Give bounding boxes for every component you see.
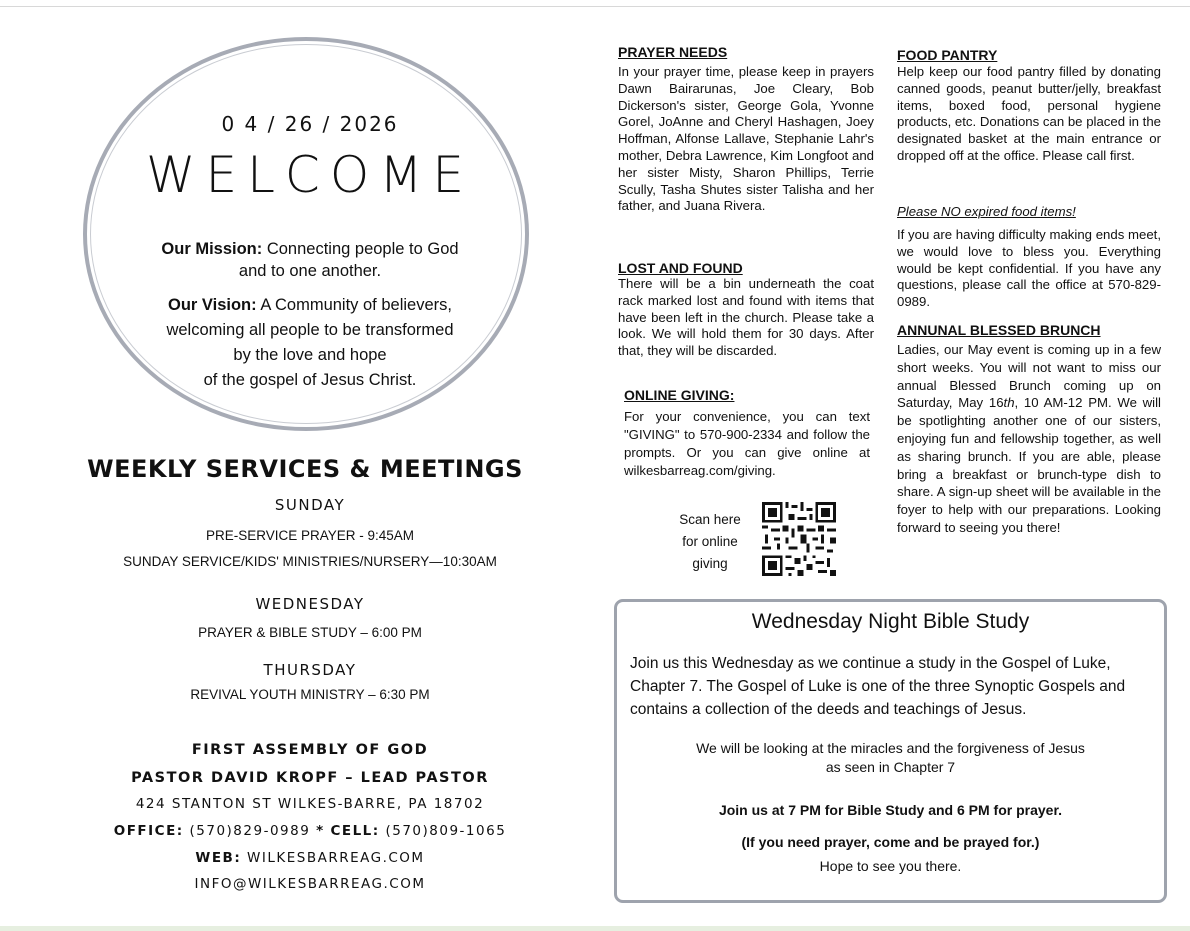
bible-study-prayer: (If you need prayer, come and be prayed for.) <box>741 834 1040 850</box>
bottom-divider <box>0 926 1190 931</box>
mission-statement <box>130 238 490 282</box>
pantry-heading: FOOD PANTRY <box>897 47 998 63</box>
pastor-line: PASTOR DAVID KROPF – LEAD PASTOR <box>131 770 489 786</box>
brunch-text <box>897 341 1161 537</box>
qr-caption-1: Scan here <box>679 512 741 527</box>
brunch-heading: ANNUNAL BLESSED BRUNCH <box>897 322 1101 338</box>
vision-text-3: by the love and hope <box>233 346 387 364</box>
welcome-title: WELCOME <box>146 146 474 204</box>
bible-study-times: Join us at 7 PM for Bible Study and 6 PM for prayer. <box>718 802 1063 818</box>
brunch-text-sup: th <box>1003 395 1015 411</box>
vision-text-4: of the gospel of Jesus Christ. <box>203 371 417 389</box>
thursday-item: REVIVAL YOUTH MINISTRY – 6:30 PM <box>190 687 430 702</box>
vision-text-2: welcoming all people to be transformed <box>166 321 454 339</box>
qr-caption-3: giving <box>692 556 728 571</box>
bible-study-title: Wednesday Night Bible Study <box>751 610 1030 633</box>
contact-separator: * <box>316 823 325 839</box>
mission-label: Our Mission: <box>161 240 263 258</box>
bible-study-intro: Join us this Wednesday as we continue a study in the Gospel of Luke, Chapter 7. The Gospel of Luke is one of the three Synoptic Gospels and contains a collection of the deeds and teachings of Jesus. <box>630 655 1126 718</box>
bulletin-date: 0 4 / 26 / 2026 <box>221 112 399 136</box>
prayer-heading: PRAYER NEEDS <box>618 44 728 60</box>
office-phone[interactable]: (570)829-0989 <box>189 823 311 839</box>
sunday-item-1: PRE-SERVICE PRAYER - 9:45AM <box>205 528 415 543</box>
vision-statement <box>130 293 490 393</box>
qr-caption <box>665 509 755 575</box>
brunch-text-b: , 10 AM-12 PM. We will be spotlighting another one of our sisters, enjoying fun and fellowship together, as well as sharing brunch. If you are able, please bring a breakfast or brunch-type dish to share. A sign-up sheet will be available in the foyer to help with our preparations. Looking forward to seeing you there! <box>897 395 1161 535</box>
vision-text-1: A Community of believers, <box>260 296 452 314</box>
qr-caption-2: for online <box>682 534 738 549</box>
sunday-heading: SUNDAY <box>274 496 346 514</box>
giving-heading: ONLINE GIVING: <box>624 387 735 403</box>
office-label: OFFICE: <box>113 823 184 839</box>
brunch-text-a: Ladies, our May event is coming up in a few short weeks. You will not want to miss our annual Blessed Brunch coming up on Saturday, May 16 <box>897 342 1161 411</box>
church-address: 424 STANTON ST WILKES-BARRE, PA 18702 <box>135 796 485 812</box>
web-line <box>60 850 560 866</box>
wednesday-heading: WEDNESDAY <box>255 595 365 613</box>
church-name: FIRST ASSEMBLY OF GOD <box>191 742 429 758</box>
web-link[interactable]: WILKESBARREAG.COM <box>247 850 425 866</box>
vision-label: Our Vision: <box>168 296 257 314</box>
bible-study-line-b: as seen in Chapter 7 <box>825 759 956 775</box>
qr-code-icon[interactable] <box>762 502 836 576</box>
prayer-text: In your prayer time, please keep in prayers Dawn Bairarunas, Joe Cleary, Bob Dickerson's sister, George Gola, Yvonne Gorel, JoAnne and Cheryl Hashagen, Joey Hoffman, Alfonse Lallave, Stephanie Lahr's mother, Debra Lawrence, Kim Longfoot and her sister Misty, Sharon Phillips, Terrie Scully, Tasha Shutes sister Talisha and her father, and Juana Rivera. <box>618 64 874 214</box>
mission-text-2: and to one another. <box>238 262 382 280</box>
contact-line <box>60 823 560 839</box>
pantry-text-2: If you are having difficulty making ends meet, we would love to bless you. Everything would be kept confidential. If you have any questions, please call the office at 570-829-0989. <box>897 227 1161 310</box>
pantry-note: Please NO expired food items! <box>897 204 1076 219</box>
thursday-heading: THURSDAY <box>263 661 357 679</box>
email-link[interactable]: INFO@WILKESBARREAG.COM <box>194 876 426 892</box>
giving-text: For your convenience, you can text "GIVING" to 570-900-2334 and follow the prompts. Or you can give online at wilkesbarreag.com/giving. <box>624 409 870 478</box>
services-title: WEEKLY SERVICES & MEETINGS <box>87 455 523 483</box>
web-label: WEB: <box>195 850 242 866</box>
bible-study-line-a: We will be looking at the miracles and the forgiveness of Jesus <box>696 740 1085 756</box>
cell-phone[interactable]: (570)809-1065 <box>385 823 507 839</box>
lost-found-text: There will be a bin underneath the coat rack marked lost and found with items that have been left in the church. Please take a look. We will hold them for 30 days. After that, they will be discarded. <box>618 276 874 359</box>
top-divider <box>0 6 1190 7</box>
sunday-item-2: SUNDAY SERVICE/KIDS' MINISTRIES/NURSERY—10:30AM <box>123 554 497 569</box>
cell-label: CELL: <box>330 823 380 839</box>
lost-found-heading: LOST AND FOUND <box>618 260 743 276</box>
bible-study-closing: Hope to see you there. <box>819 858 962 874</box>
pantry-text: Help keep our food pantry filled by donating canned goods, peanut butter/jelly, breakfast items, boxed food, personal hygiene products, etc. Donations can be placed in the designated basket at the main entrance or dropped off at the office. Please call first. <box>897 64 1161 163</box>
mission-text-1: Connecting people to God <box>266 240 459 258</box>
wednesday-item: PRAYER & BIBLE STUDY – 6:00 PM <box>198 625 422 640</box>
